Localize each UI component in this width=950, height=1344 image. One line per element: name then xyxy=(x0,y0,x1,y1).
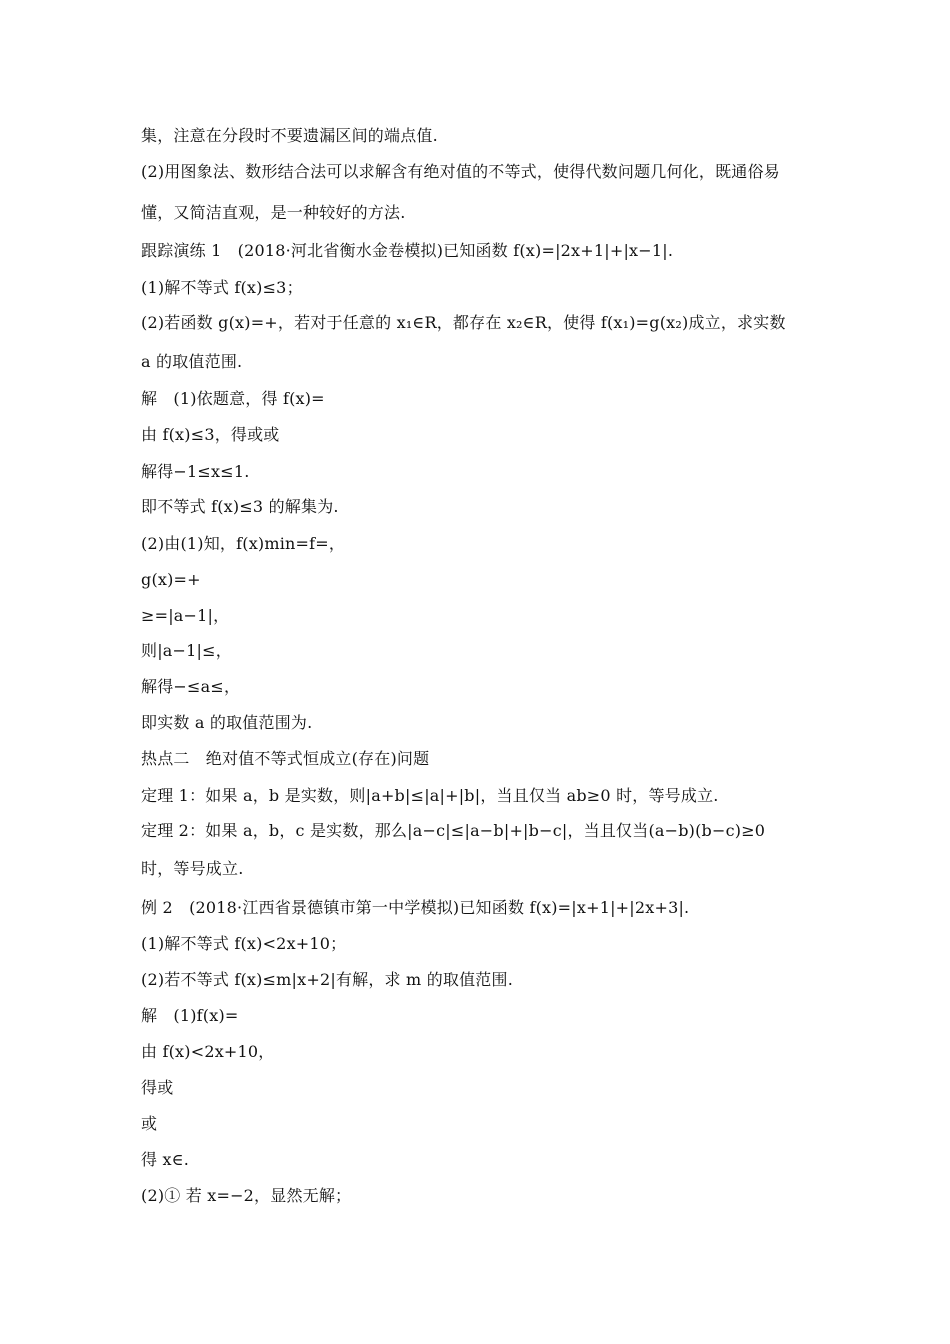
text-line-15: 则|a−1|≤， xyxy=(141,641,232,660)
text-line-17: 即实数 a 的取值范围为. xyxy=(141,713,313,732)
text-line-16: 解得−≤a≤， xyxy=(141,677,241,696)
text-line-11: 即不等式 f(x)≤3 的解集为. xyxy=(141,497,339,516)
text-line-14: ≥=|a−1|， xyxy=(141,606,230,625)
text-line-29: 得 x∈. xyxy=(141,1150,190,1169)
practice-1-part-2: (2)若函数 g(x)=+，若对于任意的 x₁∈R，都存在 x₂∈R，使得 f(x₁)=g(x₂)成立，求实数 xyxy=(141,313,786,332)
text-line-2: (2)用图象法、数形结合法可以求解含有绝对值的不等式，使得代数问题几何化，既通俗易 xyxy=(141,162,780,181)
theorem-2: 定理 2：如果 a，b，c 是实数，那么|a−c|≤|a−b|+|b−c|，当且仅当(a−b)(b−c)≥0 xyxy=(141,821,766,840)
text-line-7: a 的取值范围. xyxy=(141,352,243,371)
example-2-part-1: (1)解不等式 f(x)<2x+10； xyxy=(141,934,347,953)
solution-2-start: 解 (1)f(x)= xyxy=(141,1006,239,1025)
text-line-21: 时，等号成立. xyxy=(141,859,244,878)
text-line-9: 由 f(x)≤3，得或或 xyxy=(141,425,280,444)
text-line-27: 得或 xyxy=(141,1078,174,1097)
text-line-26: 由 f(x)<2x+10， xyxy=(141,1042,275,1061)
text-line-10: 解得−1≤x≤1. xyxy=(141,462,250,481)
text-line-30: (2)① 若 x=−2，显然无解； xyxy=(141,1186,352,1205)
text-line-12: (2)由(1)知，f(x)min=f=， xyxy=(141,534,346,553)
example-2-part-2: (2)若不等式 f(x)≤m|x+2|有解，求 m 的取值范围. xyxy=(141,970,513,989)
practice-1-heading: 跟踪演练 1 (2018·河北省衡水金卷模拟)已知函数 f(x)=|2x+1|+|x−1|. xyxy=(141,241,674,260)
practice-1-part-1: (1)解不等式 f(x)≤3； xyxy=(141,278,303,297)
theorem-1: 定理 1：如果 a，b 是实数，则|a+b|≤|a|+|b|，当且仅当 ab≥0 时，等号成立. xyxy=(141,786,719,805)
text-line-28: 或 xyxy=(141,1114,158,1133)
solution-1-start: 解 (1)依题意，得 f(x)= xyxy=(141,389,325,408)
section-heading: 热点二 绝对值不等式恒成立(存在)问题 xyxy=(141,749,430,768)
text-line-3: 懂，又简洁直观，是一种较好的方法. xyxy=(141,203,406,222)
text-line-13: g(x)=+ xyxy=(141,570,201,589)
text-line-1: 集，注意在分段时不要遗漏区间的端点值. xyxy=(141,126,438,145)
example-2-heading: 例 2 (2018·江西省景德镇市第一中学模拟)已知函数 f(x)=|x+1|+|2x+3|. xyxy=(141,898,690,917)
